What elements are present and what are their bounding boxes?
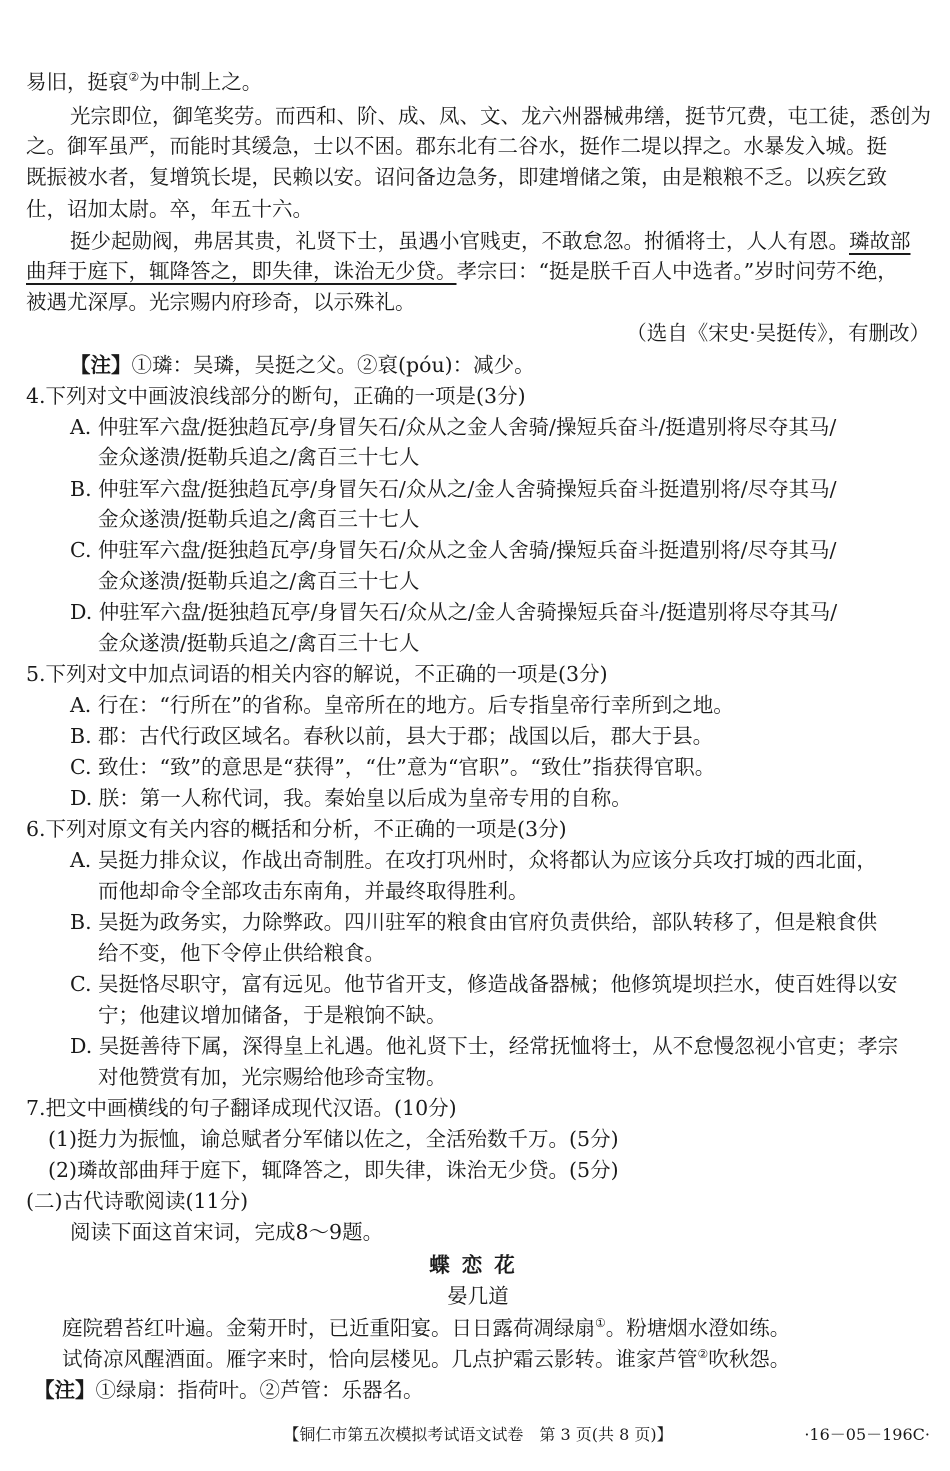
poem-author: 晏几道 (447, 1284, 509, 1308)
passage-source: （选自《宋史·吴挺传》，有删改） (626, 321, 930, 345)
underlined-sentence: 曲拜于庭下，辄降答之，即失律，诛治无少贷。 (26, 259, 457, 283)
footnote-mark: ① (595, 1316, 606, 1331)
option-4a-cont: 金众遂溃/挺勒兵追之/禽百三十七人 (98, 445, 420, 469)
question-5-stem: 5.下列对文中加点词语的相关内容的解说，不正确的一项是(3分) (26, 662, 608, 686)
option-5d[interactable]: D. 朕：第一人称代词，我。秦始皇以后成为皇帝专用的自称。 (70, 786, 632, 810)
passage-line (26, 67, 930, 97)
question-7-stem: 7.把文中画横线的句子翻译成现代汉语。(10分) (26, 1096, 457, 1120)
passage-line: 光宗即位，御笔奖劳。而西和、阶、成、凤、文、龙六州器械弗缮，挺节冗费，屯工徒，悉创为 (70, 104, 931, 128)
option-4b[interactable]: B. 仲驻军六盘/挺独趋瓦亭/身冒矢石/众从之/金人舍骑操短兵奋斗挺遣别将/尽夺其马/ (70, 477, 837, 501)
text: 吹秋怨。 (708, 1347, 791, 1371)
note-label: 【注】 (70, 353, 132, 377)
note-text: ①绿扇：指荷叶。②芦管：乐器名。 (95, 1378, 424, 1402)
option-6c[interactable]: C. 吴挺恪尽职守，富有远见。他节省开支，修造战备器械；他修筑堤坝拦水，使百姓得以安 (70, 972, 898, 996)
text: 孝宗曰：“挺是朕千百人中选者。”岁时问劳不绝， (456, 259, 898, 283)
footnote-mark: ② (128, 70, 140, 85)
option-4b-cont: 金众遂溃/挺勒兵追之/禽百三十七人 (98, 507, 420, 531)
option-6b-cont: 给不变，他下令停止供给粮食。 (98, 941, 385, 965)
option-6c-cont: 宁；他建议增加储备，于是粮饷不缺。 (98, 1003, 447, 1027)
passage-line: 仕，诏加太尉。卒，年五十六。 (26, 197, 313, 221)
poem-note (26, 1375, 938, 1405)
passage-note (26, 350, 950, 380)
option-5c[interactable]: C. 致仕：“致”的意思是“获得”，“仕”意为“官职”。“致仕”指获得官职。 (70, 755, 716, 779)
text: 易旧，挺裒 (26, 70, 129, 94)
option-6b[interactable]: B. 吴挺为政务实，力除弊政。四川驻军的粮食由官府负责供给，部队转移了，但是粮食供 (70, 910, 878, 934)
passage-line: 既振被水者，复增筑长堤，民赖以安。诏问备边急务，即建增储之策，由是粮粮不乏。以疾乞致 (26, 165, 887, 189)
poem-intro: 阅读下面这首宋词，完成8～9题。 (70, 1220, 384, 1244)
passage-line: 被遇尤深厚。光宗赐内府珍奇，以示殊礼。 (26, 290, 416, 314)
note-label: 【注】 (34, 1378, 96, 1402)
passage-line (26, 226, 950, 256)
note-text: ①璘：吴璘，吴挺之父。②裒(póu)：减少。 (131, 353, 535, 377)
option-4c[interactable]: C. 仲驻军六盘/挺独趋瓦亭/身冒矢石/众从之金人舍骑/操短兵奋斗挺遣别将/尽夺其马/ (70, 538, 837, 562)
option-5b[interactable]: B. 郡：古代行政区域名。春秋以前，县大于郡；战国以后，郡大于县。 (70, 724, 714, 748)
option-4d[interactable]: D. 仲驻军六盘/挺独趋瓦亭/身冒矢石/众从之/金人舍骑操短兵奋斗/挺遣别将尽夺其马/ (70, 600, 838, 624)
option-6a-cont: 而他却命令全部攻击东南角，并最终取得胜利。 (98, 879, 529, 903)
poem-line-2 (26, 1344, 950, 1374)
passage-line: 之。御军虽严，而能时其缓急，士以不困。郡东北有二谷水，挺作二堤以捍之。水暴发入城。挺 (26, 134, 887, 158)
footer-title: 【铜仁市第五次模拟考试语文试卷 第 3 页(共 8 页)】 (283, 1425, 673, 1444)
section-heading: (二)古代诗歌阅读(11分) (26, 1189, 249, 1213)
option-4a[interactable]: A. 仲驻军六盘/挺独趋瓦亭/身冒矢石/众从之金人舍骑/操短兵奋斗/挺遣别将尽夺其马/ (70, 415, 837, 439)
text: 。粉塘烟水澄如练。 (605, 1316, 791, 1340)
footer-code: ·16－05－196C· (804, 1425, 930, 1444)
question-4-stem: 4.下列对文中画波浪线部分的断句，正确的一项是(3分) (26, 384, 526, 408)
text: 挺少起勋阀，弗居其贵，礼贤下士，虽遇小官贱吏，不敢怠忽。拊循将士，人人有恩。 (70, 229, 849, 253)
option-4c-cont: 金众遂溃/挺勒兵追之/禽百三十七人 (98, 569, 420, 593)
option-6a[interactable]: A. 吴挺力排众议，作战出奇制胜。在攻打巩州时，众将都认为应该分兵攻打城的西北面， (70, 848, 877, 872)
question-7-item-1: (1)挺力为振恤，谕总赋者分军储以佐之，全活殆数千万。(5分) (48, 1127, 619, 1151)
text: 试倚凉风醒酒面。雁字来时，恰向层楼见。几点护霜云影转。谁家芦管 (62, 1347, 698, 1371)
option-5a[interactable]: A. 行在：“行所在”的省称。皇帝所在的地方。后专指皇帝行幸所到之地。 (70, 693, 734, 717)
option-6d-cont: 对他赞赏有加，光宗赐给他珍奇宝物。 (98, 1065, 447, 1089)
text: 庭院碧苔红叶遍。金菊开时，已近重阳宴。日日露荷凋绿扇 (62, 1316, 595, 1340)
footnote-mark: ② (697, 1347, 709, 1362)
poem-line-1 (26, 1313, 950, 1343)
question-6-stem: 6.下列对原文有关内容的概括和分析，不正确的一项是(3分) (26, 817, 567, 841)
text: 为中制上之。 (139, 70, 263, 94)
option-6d[interactable]: D. 吴挺善待下属，深得皇上礼遇。他礼贤下士，经常抚恤将士，从不怠慢忽视小官吏；孝宗 (70, 1034, 899, 1058)
poem-title: 蝶恋花 (429, 1253, 527, 1277)
underlined-sentence: 璘故部 (849, 229, 911, 253)
passage-line (26, 256, 930, 286)
question-7-item-2: (2)璘故部曲拜于庭下，辄降答之，即失律，诛治无少贷。(5分) (48, 1158, 619, 1182)
option-4d-cont: 金众遂溃/挺勒兵追之/禽百三十七人 (98, 631, 420, 655)
